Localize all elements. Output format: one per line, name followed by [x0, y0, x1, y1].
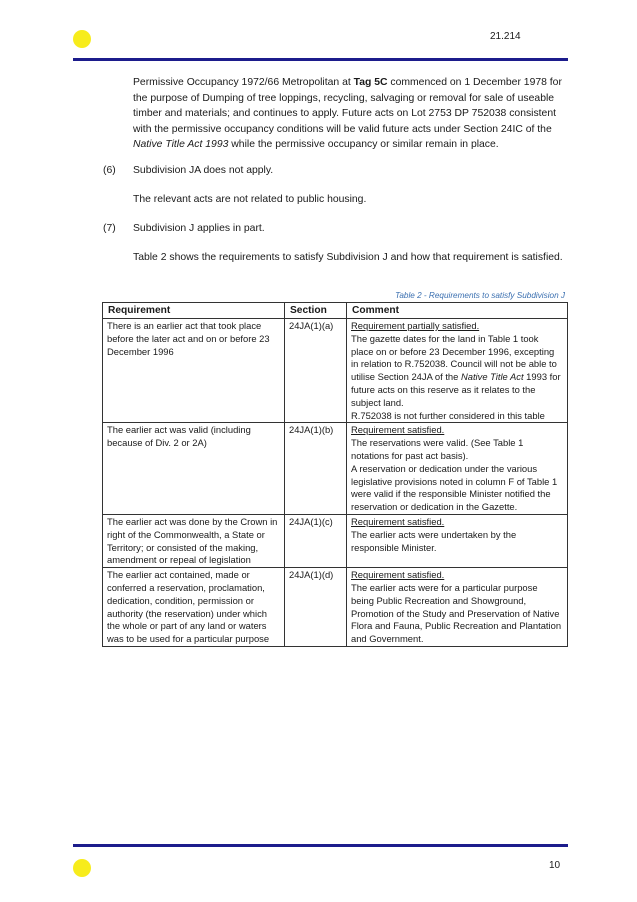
comment-cell	[347, 423, 568, 515]
comment-text: A reservation or dedication under the various legislative provisions noted in column F of Table 1 were valid if the responsible Minister notified the reservation or dedication in the Gazette.	[351, 462, 558, 513]
intro-tag: Tag 5C	[353, 77, 388, 88]
comment-cell	[347, 568, 568, 647]
table-caption: Table 2 - Requirements to satisfy Subdivision J	[395, 291, 565, 300]
item-heading: Subdivision JA does not apply.	[133, 165, 274, 176]
comment-text	[351, 333, 563, 410]
comment-act-name: Native Title Act	[460, 371, 524, 383]
intro-paragraph	[133, 75, 565, 153]
intro-text-1: Permissive Occupancy 1972/66 Metropolitan at	[133, 77, 354, 88]
column-header: Comment	[347, 303, 568, 319]
intro-act-name: Native Title Act 1993	[133, 139, 229, 151]
status-text: Requirement partially satisfied.	[351, 320, 480, 331]
comment-cell	[347, 514, 568, 567]
footer-yellow-dot	[73, 859, 91, 877]
section-cell: 24JA(1)(a)	[285, 319, 347, 423]
column-header: Section	[285, 303, 347, 319]
section-cell: 24JA(1)(c)	[285, 514, 347, 567]
footer-rule	[73, 844, 568, 847]
status-text: Requirement satisfied.	[351, 515, 445, 527]
intro-text-3: while the permissive occupancy or similar remain in place.	[228, 139, 499, 151]
comment-text: R.752038 is not further considered in this table	[351, 409, 545, 421]
table-row	[103, 514, 568, 567]
intro-text-2: commenced on 1 December 1978 for the purpose of Dumping of tree loppings, recycling, salvaging or removal for sale of useable timber and materials; and continues to apply. Future acts on Lot 2753 DP 752038 consistent with the permissive occupancy conditions will be valid future acts under Section 24IC of the	[133, 77, 562, 135]
header-rule	[73, 58, 568, 61]
requirements-table	[102, 302, 568, 647]
comment-text: The earlier acts were undertaken by the responsible Minister.	[351, 528, 517, 553]
item-body: Table 2 shows the requirements to satisfy Subdivision J and how that requirement is satisfied.	[133, 252, 563, 263]
section-cell: 24JA(1)(d)	[285, 568, 347, 647]
document-number: 21.214	[490, 31, 521, 42]
comment-cell	[347, 319, 568, 423]
comment-text: The reservations were valid. (See Table 1 notations for past act basis).	[351, 437, 524, 461]
item-body: The relevant acts are not related to public housing.	[133, 194, 367, 205]
comment-part: 1993 for future acts on this reserve as it relates to the subject land.	[351, 371, 561, 408]
comment-part: The gazette dates for the land in Table 1 took place on or before 23 December 1996, excepting in relation to R.752038. Council will not be able to utilise Section 24JA of the	[351, 332, 557, 383]
table-header-row	[103, 303, 568, 319]
comment-text: The earlier acts were for a particular purpose being Public Recreation and Showground, Promotion of the Study and Preservation of Native Flora and Fauna, Public Recreation and Plantation and Government.	[351, 581, 562, 645]
table-row	[103, 568, 568, 647]
item-heading: Subdivision J applies in part.	[133, 223, 265, 234]
section-cell: 24JA(1)(b)	[285, 423, 347, 515]
requirement-cell: The earlier act was done by the Crown in right of the Commonwealth, a State or Territory; or consisted of the making, amendment or repeal of legislation	[103, 514, 285, 567]
requirement-cell: There is an earlier act that took place before the later act and on or before 23 December 1996	[103, 319, 285, 423]
status-text: Requirement satisfied.	[351, 424, 445, 436]
requirement-cell: The earlier act was valid (including because of Div. 2 or 2A)	[103, 423, 285, 515]
column-header: Requirement	[103, 303, 285, 319]
requirement-cell: The earlier act contained, made or conferred a reservation, proclamation, dedication, condition, permission or authority (the reservation) under which the whole or part of any land or waters was to be used for a particular purpose	[103, 568, 285, 647]
page-number: 10	[549, 860, 561, 871]
header-yellow-dot	[73, 30, 91, 48]
table-row	[103, 319, 568, 423]
table-row	[103, 423, 568, 515]
item-marker: (6)	[103, 165, 116, 176]
status-text: Requirement satisfied.	[351, 569, 445, 581]
item-marker: (7)	[103, 223, 116, 234]
